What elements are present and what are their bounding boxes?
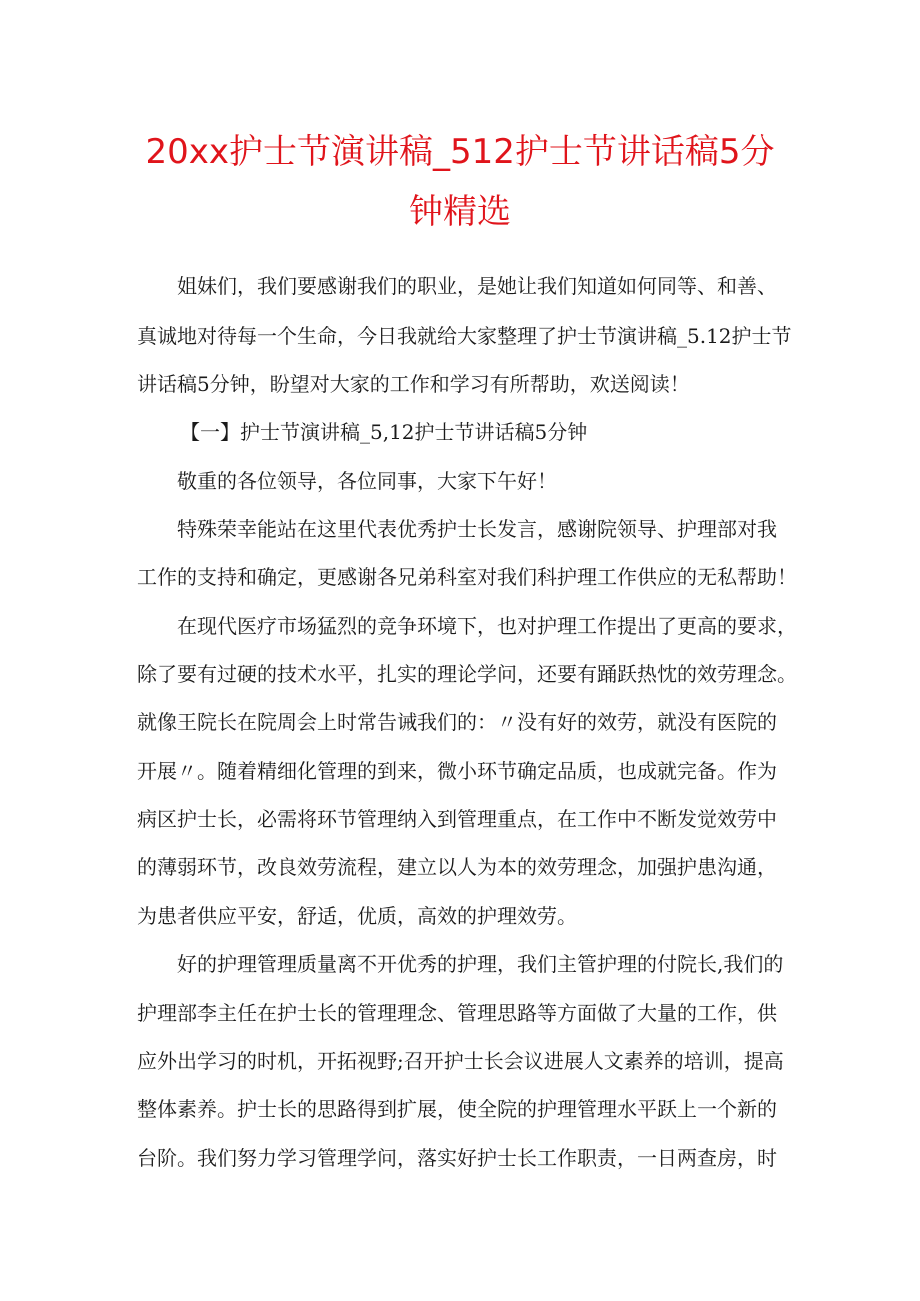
paragraph-3-line-2: 护理部李主任在护士长的管理理念、管理思路等方面做了大量的工作，供 [137, 1001, 777, 1025]
paragraph-2-line-3: 就像王院长在院周会上时常告诫我们的：〃没有好的效劳，就没有医院的 [137, 710, 777, 734]
paragraph-2-line-6: 的薄弱环节，改良效劳流程，建立以人为本的效劳理念，加强护患沟通， [137, 855, 777, 879]
paragraph-2-line-4: 开展〃。随着精细化管理的到来，微小环节确定品质，也成就完备。作为 [137, 759, 777, 783]
paragraph-2-line-7: 为患者供应平安，舒适，优质，高效的护理效劳。 [137, 904, 577, 928]
intro-line-1: 姐妹们，我们要感谢我们的职业，是她让我们知道如何同等、和善、 [177, 274, 777, 298]
intro-line-3: 讲话稿5分钟，盼望对大家的工作和学习有所帮助，欢送阅读！ [137, 372, 690, 396]
paragraph-2-line-1: 在现代医疗市场猛烈的竞争环境下，也对护理工作提出了更高的要求， [177, 614, 797, 638]
document-title-line-1: 20xx护士节演讲稿_512护士节讲话稿5分 [145, 132, 775, 172]
paragraph-3-line-1: 好的护理管理质量离不开优秀的护理，我们主管护理的付院长,我们的 [177, 952, 784, 976]
paragraph-1-line-1: 特殊荣幸能站在这里代表优秀护士长发言，感谢院领导、护理部对我 [177, 517, 777, 541]
paragraph-3-line-3: 应外出学习的时机，开拓视野;召开护士长会议进展人文素养的培训，提高 [137, 1049, 784, 1073]
intro-line-2: 真诚地对待每一个生命，今日我就给大家整理了护士节演讲稿_5.12护士节 [137, 324, 792, 348]
paragraph-3-line-5: 台阶。我们努力学习管理学问，落实好护士长工作职责，一日两查房，时 [137, 1146, 777, 1170]
paragraph-2-line-2: 除了要有过硬的技术水平，扎实的理论学问，还要有踊跃热忱的效劳理念。 [137, 662, 797, 686]
section-heading: 【一】护士节演讲稿_5,12护士节讲话稿5分钟 [180, 420, 588, 444]
greeting-line: 敬重的各位领导，各位同事，大家下午好！ [177, 469, 557, 493]
paragraph-1-line-2: 工作的支持和确定，更感谢各兄弟科室对我们科护理工作供应的无私帮助！ [137, 565, 797, 589]
paragraph-3-line-4: 整体素养。护士长的思路得到扩展，使全院的护理管理水平跃上一个新的 [137, 1097, 777, 1121]
paragraph-2-line-5: 病区护士长，必需将环节管理纳入到管理重点，在工作中不断发觉效劳中 [137, 807, 777, 831]
document-title-line-2: 钟精选 [409, 192, 511, 232]
